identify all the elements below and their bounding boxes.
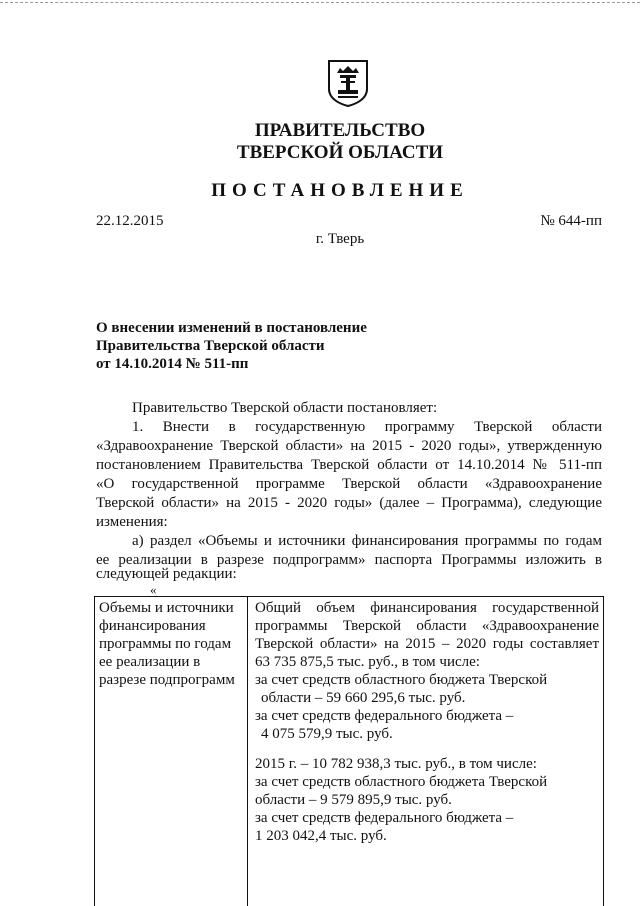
right-cell-line: Общий объем финансирования государственной (255, 600, 599, 616)
right-cell-line: области – 59 660 295,6 тыс. руб. (261, 690, 466, 706)
right-cell-line: 2015 г. – 10 782 938,3 тыс. руб., в том числе: (255, 756, 537, 772)
subject-line: от 14.10.2014 № 511-пп (96, 356, 249, 372)
left-cell-line: программы по годам (99, 636, 232, 652)
item1-line: Тверской области» на 2015 - 2020 годы» (далее – Программа), следующие (96, 495, 602, 511)
document-type-title: ПОСТАНОВЛЕНИЕ (211, 180, 469, 201)
table-left-cell (99, 599, 243, 689)
intro-paragraph: Правительство Тверской области постановляет: (132, 400, 438, 416)
item-a-line: следующей редакции: (96, 566, 237, 582)
right-cell-line: за счет средств федерального бюджета – (255, 708, 514, 724)
item1-line: 1. Внести в государственную программу Тверской области (132, 419, 602, 435)
right-cell-line: за счет средств федерального бюджета – (255, 810, 514, 826)
government-name-line1: ПРАВИТЕЛЬСТВО (254, 120, 426, 141)
right-cell-line: 4 075 579,9 тыс. руб. (261, 726, 393, 742)
document-date: 22.12.2015 (96, 213, 164, 229)
document-number: № 644-пп (540, 213, 602, 229)
left-cell-line: финансирования (99, 618, 206, 634)
item1-line: «Здравоохранение Тверской области» на 2015 - 2020 годы», утвержденную (96, 438, 602, 454)
tver-coat-of-arms-icon (326, 59, 370, 107)
right-cell-line: программы Тверской области «Здравоохранение (255, 618, 599, 634)
page-top-border (0, 2, 640, 4)
right-cell-line: 1 203 042,4 тыс. руб. (255, 828, 387, 844)
right-cell-line: Тверской области» на 2015 – 2020 годы составляет (255, 636, 599, 652)
item1-line: изменения: (96, 514, 168, 530)
left-cell-line: Объемы и источники (99, 600, 234, 616)
table-column-divider (247, 597, 248, 906)
subject-line: Правительства Тверской области (96, 338, 325, 354)
opening-quote: « (150, 582, 157, 597)
right-cell-line: за счет средств областного бюджета Тверской (255, 774, 548, 790)
item-a-line: ее реализации в разрезе подпрограмм» паспорта Программы изложить в (96, 552, 602, 568)
subject-line: О внесении изменений в постановление (96, 320, 367, 336)
item1-line: постановлением Правительства Тверской области от 14.10.2014 № 511-пп (96, 457, 602, 473)
right-cell-line: области – 9 579 895,9 тыс. руб. (255, 792, 452, 808)
table-right-cell (255, 599, 599, 845)
government-name-line2: ТВЕРСКОЙ ОБЛАСТИ (236, 142, 444, 163)
document-city: г. Тверь (315, 231, 365, 247)
left-cell-line: ее реализации в (99, 654, 201, 670)
item1-line: «О государственной программе Тверской области «Здравоохранение (96, 476, 602, 492)
right-cell-line: 63 735 875,5 тыс. руб., в том числе: (255, 654, 480, 670)
financing-table (94, 596, 604, 906)
left-cell-line: разрезе подпрограмм (99, 672, 235, 688)
item-a-line: а) раздел «Объемы и источники финансирования программы по годам (132, 533, 602, 549)
document-subject (96, 319, 367, 373)
right-cell-line: за счет средств областного бюджета Тверской (255, 672, 548, 688)
